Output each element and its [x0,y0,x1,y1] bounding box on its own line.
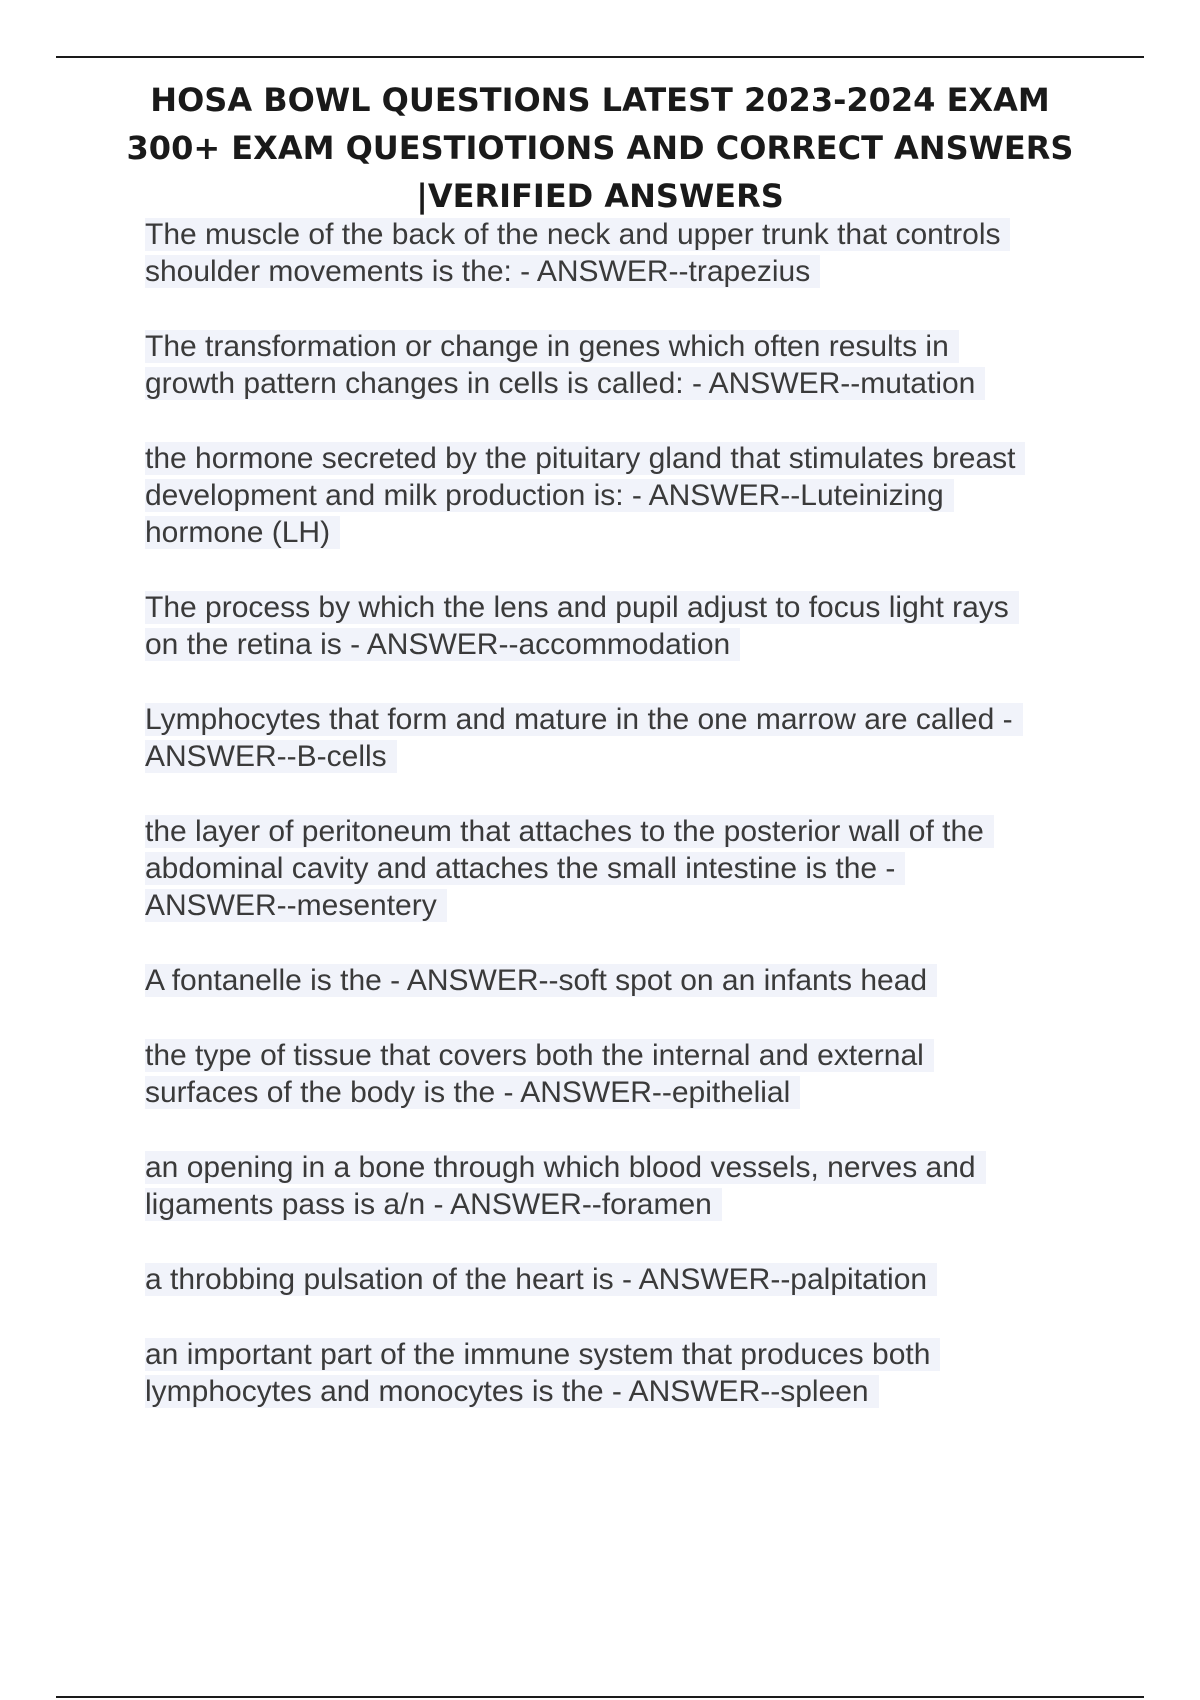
qa-text-line: hormone (LH) [145,516,340,549]
qa-text-line: The transformation or change in genes which often results in [145,330,959,363]
qa-text-line: ANSWER--mesentery [145,889,447,922]
qa-text-line: the hormone secreted by the pituitary gland that stimulates breast [145,442,1025,475]
qa-text-line: an important part of the immune system that produces both [145,1338,940,1371]
question-answer-list [145,216,1085,1448]
bottom-rule [56,1696,1144,1698]
qa-item [145,216,1085,290]
qa-item [145,1149,1085,1223]
qa-text-line: growth pattern changes in cells is called: - ANSWER--mutation [145,367,985,400]
qa-item [145,1037,1085,1111]
qa-text-line: abdominal cavity and attaches the small intestine is the - [145,852,905,885]
qa-text-line: lymphocytes and monocytes is the - ANSWER--spleen [145,1375,879,1408]
qa-text-line: A fontanelle is the - ANSWER--soft spot on an infants head [145,964,937,997]
qa-text-line: an opening in a bone through which blood vessels, nerves and [145,1151,986,1184]
qa-item [145,440,1085,551]
qa-text-line: on the retina is - ANSWER--accommodation [145,628,740,661]
qa-text-line: a throbbing pulsation of the heart is - ANSWER--palpitation [145,1263,937,1296]
qa-text-line: ligaments pass is a/n - ANSWER--foramen [145,1188,722,1221]
qa-item [145,328,1085,402]
qa-text-line: The muscle of the back of the neck and upper trunk that controls [145,218,1010,251]
qa-text-line: ANSWER--B-cells [145,740,397,773]
qa-item [145,1336,1085,1410]
title-line: 300+ EXAM QUESTIOTIONS AND CORRECT ANSWERS [126,129,1074,167]
qa-text-line: the layer of peritoneum that attaches to the posterior wall of the [145,815,994,848]
top-rule [56,56,1144,58]
qa-text-line: shoulder movements is the: - ANSWER--trapezius [145,255,820,288]
qa-item [145,962,1085,999]
qa-text-line: development and milk production is: - ANSWER--Luteinizing [145,479,954,512]
title-line: HOSA BOWL QUESTIONS LATEST 2023-2024 EXAM [150,81,1050,119]
qa-text-line: Lymphocytes that form and mature in the one marrow are called - [145,703,1023,736]
qa-item [145,1261,1085,1298]
qa-item [145,589,1085,663]
qa-text-line: The process by which the lens and pupil adjust to focus light rays [145,591,1019,624]
qa-item [145,701,1085,775]
title-line: |VERIFIED ANSWERS [416,177,784,215]
qa-item [145,813,1085,924]
qa-text-line: surfaces of the body is the - ANSWER--epithelial [145,1076,800,1109]
document-title [100,76,1100,220]
qa-text-line: the type of tissue that covers both the internal and external [145,1039,934,1072]
